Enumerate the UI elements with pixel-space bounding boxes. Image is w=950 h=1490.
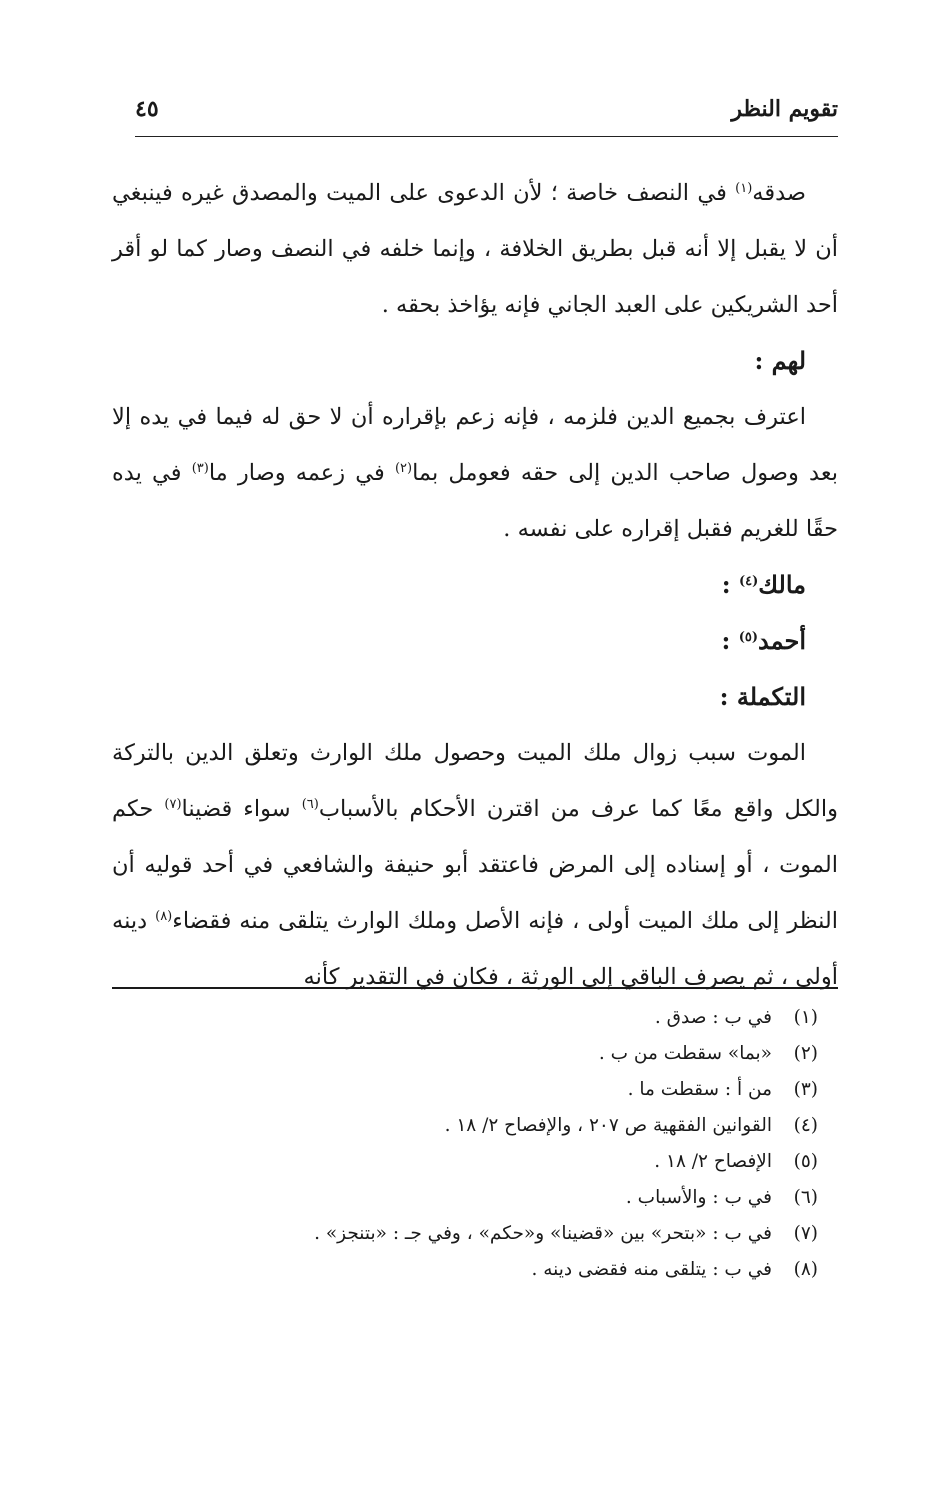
footnote-ref-6: (٦) <box>301 797 319 812</box>
heading-malik-colon: : <box>721 570 739 599</box>
heading-lahum: لهم : <box>754 346 806 375</box>
footnote-text: القوانين الفقهية ص ٢٠٧ ، والإفصاح ٢/ ١٨ . <box>444 1115 772 1136</box>
page-number: ٤٥ <box>135 96 159 122</box>
footnote-ref-5: (٥) <box>738 630 759 645</box>
footnote-item <box>112 1180 838 1216</box>
footnote-number: (١) <box>793 1007 818 1028</box>
footnote-item <box>112 1072 838 1108</box>
paragraph-2-text-a: اعترف بجميع الدين فلزمه ، فإنه زعم بإقراره أن لا حق له فيما في يده إلا بعد وصول صاحب الدين إلى حقه فعومل بما <box>112 404 838 486</box>
footnote-text: في ب : «بتحر» بين «قضينا» و«حكم» ، وفي جـ : «بتنجز» . <box>314 1223 772 1244</box>
footnote-item <box>112 1108 838 1144</box>
footnote-number: (٨) <box>793 1259 818 1280</box>
footnote-text: «بما» سقطت من ب . <box>598 1043 772 1064</box>
paragraph-3-text-d: دينه أولى ، ثم يصرف الباقي إلى الورثة ، فكان في التقدير كأنه <box>112 908 838 990</box>
footnote-ref-7: (٧) <box>164 797 182 812</box>
footnote-text: في ب : صدق . <box>654 1007 772 1028</box>
footnotes <box>112 1000 838 1288</box>
footnote-number: (٤) <box>793 1115 818 1136</box>
heading-malik <box>112 557 838 613</box>
heading-takmila: التكملة : <box>719 682 806 711</box>
footnote-number: (٥) <box>793 1151 818 1172</box>
footnote-text: الإفصاح ٢/ ١٨ . <box>654 1151 772 1172</box>
footnote-ref-3: (٣) <box>191 461 209 476</box>
footnote-ref-2: (٢) <box>394 461 413 476</box>
footnote-item <box>112 1036 838 1072</box>
footnote-item <box>112 1216 838 1252</box>
heading-ahmad <box>112 613 838 669</box>
heading-ahmad-colon: : <box>721 626 739 655</box>
paragraph-1-text-a: صدقه <box>752 180 806 206</box>
main-text <box>112 165 838 1005</box>
running-title: تقويم النظر <box>731 96 838 122</box>
footnote-item <box>112 1252 838 1288</box>
footnote-ref-8: (٨) <box>155 909 173 924</box>
heading-malik-label: مالك <box>758 570 806 599</box>
footnote-separator <box>112 987 838 989</box>
paragraph-1 <box>112 165 838 333</box>
paragraph-1-text-b: في النصف خاصة ؛ لأن الدعوى على الميت والمصدق غيره فينبغي أن لا يقبل إلا أنه قبل بطريق الخلافة ، وإنما خلفه في النصف وصار كما لو أقر أحد الشريكين على العبد الجاني فإنه يؤاخذ بحقه . <box>112 180 838 318</box>
paragraph-2 <box>112 389 838 557</box>
footnote-item <box>112 1144 838 1180</box>
paragraph-2-text-b: في زعمه وصار ما <box>208 460 395 486</box>
footnote-text: من أ : سقطت ما . <box>627 1079 772 1100</box>
paragraph-3-text-b: سواء قضينا <box>181 796 302 822</box>
heading-ahmad-label: أحمد <box>758 626 806 655</box>
paragraph-3 <box>112 725 838 1005</box>
paragraph-2-text-c: في يده حقًا للغريم فقبل إقراره على نفسه . <box>112 460 838 542</box>
page-header <box>135 96 838 130</box>
paragraph-3-text-a: الموت سبب زوال ملك الميت وحصول ملك الوارث وتعلق الدين بالتركة والكل واقع معًا كما عرف من اقترن الأحكام بالأسباب <box>112 740 838 822</box>
footnote-ref-1: (١) <box>735 181 753 196</box>
footnote-number: (٦) <box>793 1187 818 1208</box>
footnote-number: (٢) <box>793 1043 818 1064</box>
footnote-text: في ب : والأسباب . <box>625 1187 772 1208</box>
footnote-item <box>112 1000 838 1036</box>
paragraph-3-text-c: حكم الموت ، أو إسناده إلى المرض فاعتقد أبو حنيفة والشافعي في أحد قوليه أن النظر إلى ملك الميت أولى ، فإنه الأصل وملك الوارث يتلقى منه فقضاء <box>112 796 838 934</box>
footnote-number: (٣) <box>793 1079 818 1100</box>
footnote-ref-4: (٤) <box>738 574 759 589</box>
header-rule <box>135 136 838 137</box>
footnote-text: في ب : يتلقى منه فقضى دينه . <box>531 1259 772 1280</box>
footnote-number: (٧) <box>793 1223 818 1244</box>
